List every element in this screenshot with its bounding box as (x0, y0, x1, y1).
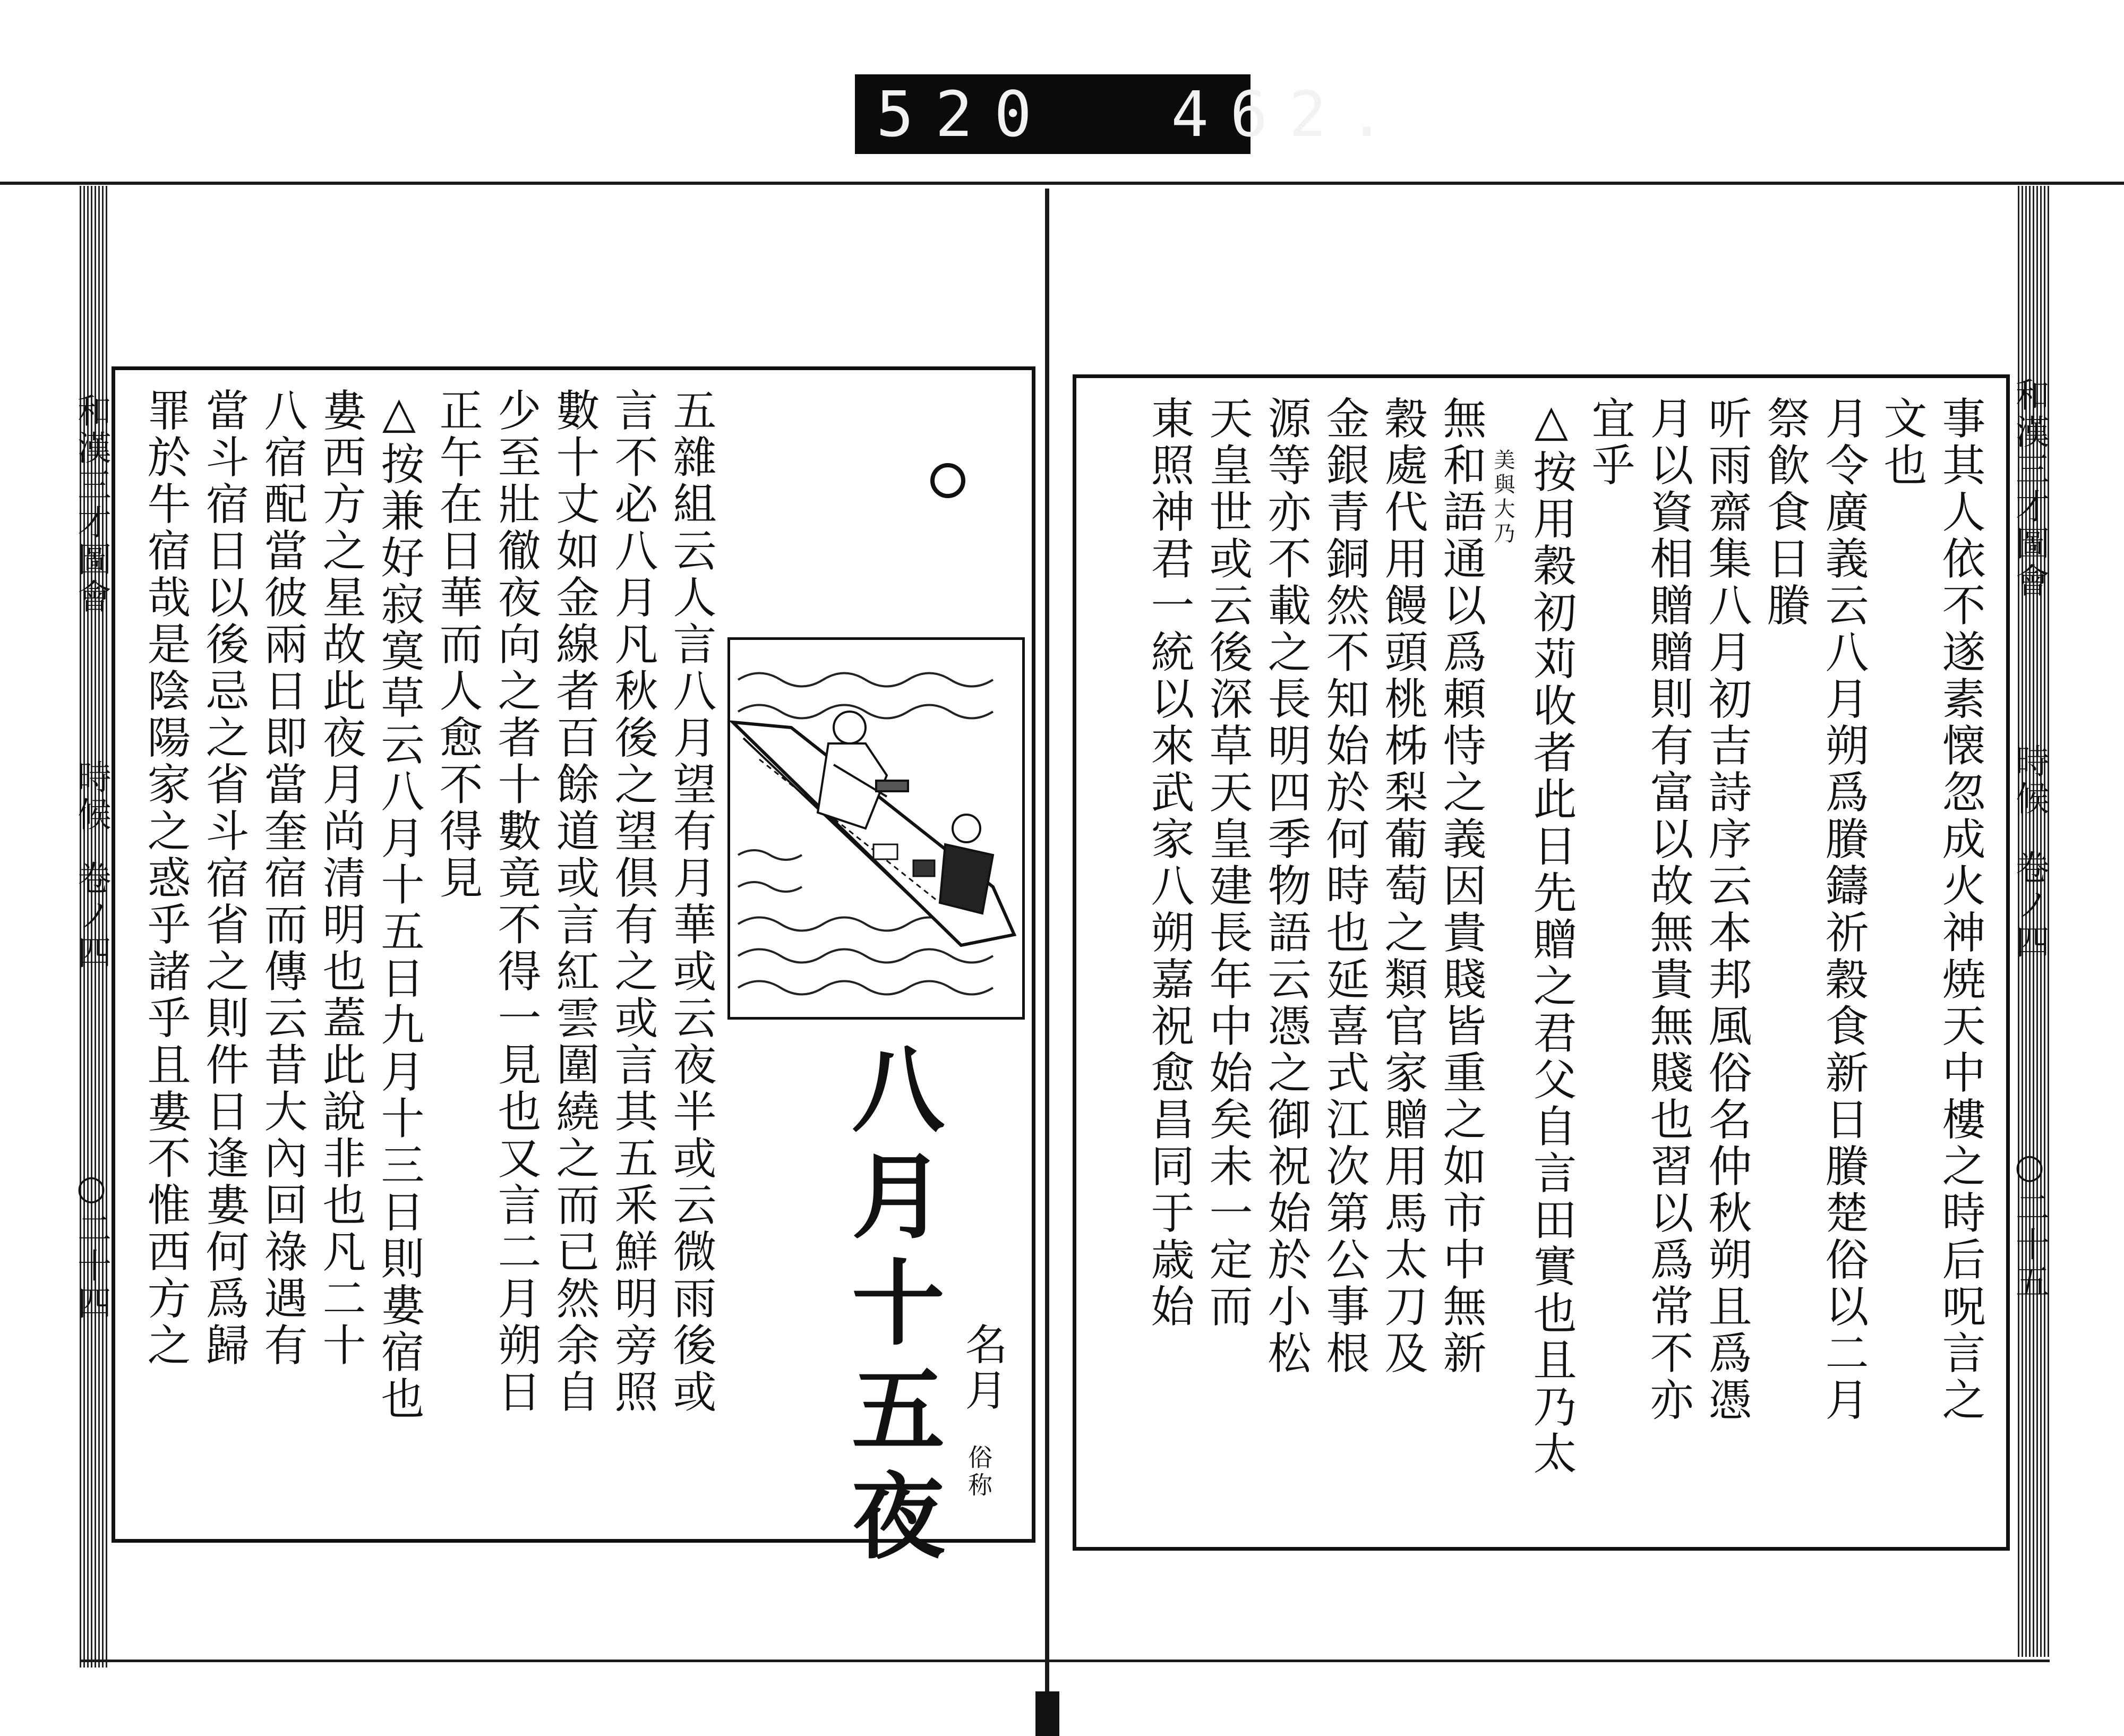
boat-illustration (727, 637, 1025, 1020)
bottom-rule (80, 1660, 2050, 1662)
right-text-column-10: 穀處代用饅頭桃柹梨葡萄之類官家贈用馬太刀及 (1377, 396, 1428, 1377)
right-text-column-12: 源等亦不載之長明四季物語云憑之御祝始於小松 (1261, 396, 1311, 1377)
right-page-section: 時候 (2010, 743, 2049, 818)
right-text-column-2: 文也 (1877, 396, 1927, 489)
film-frame-number (855, 74, 1407, 154)
book-gutter (1045, 189, 1049, 1736)
left-text-column-9: 當斗宿日以後忌之省斗宿省之則件日逢婁何爲歸 (199, 388, 249, 1369)
left-page-header: 和漢三才圖會 (72, 393, 111, 616)
left-page-volume: 卷ノ四 (72, 860, 111, 972)
right-text-column-13: 天皇世或云後深草天皇建長年中始矣未一定而 (1202, 396, 1253, 1330)
section-title: 八月十五夜 (836, 1041, 945, 1575)
section-subtitle: 名月 (958, 1322, 1007, 1414)
left-text-column-3: 數十丈如金線者百餘道或言紅雲圍繞之而已然余自 (549, 388, 599, 1416)
right-text-column-7: 宜乎 (1585, 396, 1635, 489)
left-text-column-5: 正午在日華而人愈不得見 (432, 388, 483, 902)
left-text-column-1: 五雜組云人言八月望有月華或云夜半或云微雨後或 (666, 388, 716, 1416)
right-text-column-9: 無和語通以爲頼恃之義因貴賤皆重之如市中無新 (1436, 396, 1486, 1377)
right-text-annotation-1: 美與大乃 (1491, 449, 1515, 546)
circle-mark-icon (930, 463, 965, 498)
left-page-section: 時候 (72, 759, 111, 834)
right-page-header: 和漢三才圖會 (2010, 377, 2049, 600)
right-text-column-8: △按用穀初苅收者此日先贈之君父自言田實也且乃太 (1526, 396, 1577, 1477)
right-text-column-14: 東照神君一統以來武家八朔嘉祝愈昌同于歳始 (1144, 396, 1194, 1330)
right-page-body (1089, 374, 2002, 1551)
subtitle-note: 俗称 (964, 1444, 993, 1500)
right-text-column-4: 祭飮食日賸 (1760, 396, 1810, 629)
right-text-column-1: 事其人依不遂素懐忽成火神焼天中樓之時后呪言之 (1935, 396, 1985, 1424)
right-page-number: ○二十五 (2010, 1147, 2049, 1301)
right-text-column-6: 月以資相贈贈則有富以故無貴無賤也習以爲常不亦 (1643, 396, 1693, 1424)
right-text-column-11: 金銀青銅然不知始於何時也延喜式江次第公事根 (1319, 396, 1369, 1377)
right-text-column-5: 听雨齋集八月初吉詩序云本邦風俗名仲秋朔且爲憑 (1701, 396, 1752, 1424)
left-text-column-7: 婁西方之星故此夜月尚清明也蓋此說非也凡二十 (315, 388, 366, 1369)
left-page-body (133, 366, 727, 1543)
left-text-column-6: △按兼好寂寞草云八月十五日九月十三日則婁宿也 (374, 388, 424, 1423)
gutter-foot (1035, 1691, 1059, 1736)
left-text-column-4: 少至壯徹夜向之者十數竟不得一見也又言二月朔日 (491, 388, 541, 1416)
frame-number-text: 520 462. (876, 78, 1407, 151)
left-text-column-2: 言不必八月凡秋後之望倶有之或言其五釆鮮明旁照 (607, 388, 658, 1416)
left-text-column-8: 八宿配當彼兩日即當奎宿而傳云昔大內回祿遇有 (257, 388, 307, 1369)
left-text-column-10: 罪於牛宿哉是陰陽家之惑乎諸乎且婁不惟西方之 (140, 388, 191, 1369)
left-page-number: ○二十四 (72, 1168, 111, 1322)
right-text-column-3: 月令廣義云八月朔爲賸鑄祈穀食新日賸楚俗以二月 (1818, 396, 1869, 1424)
right-page-volume: 卷ノ四 (2010, 850, 2049, 961)
top-rule (0, 182, 2124, 185)
